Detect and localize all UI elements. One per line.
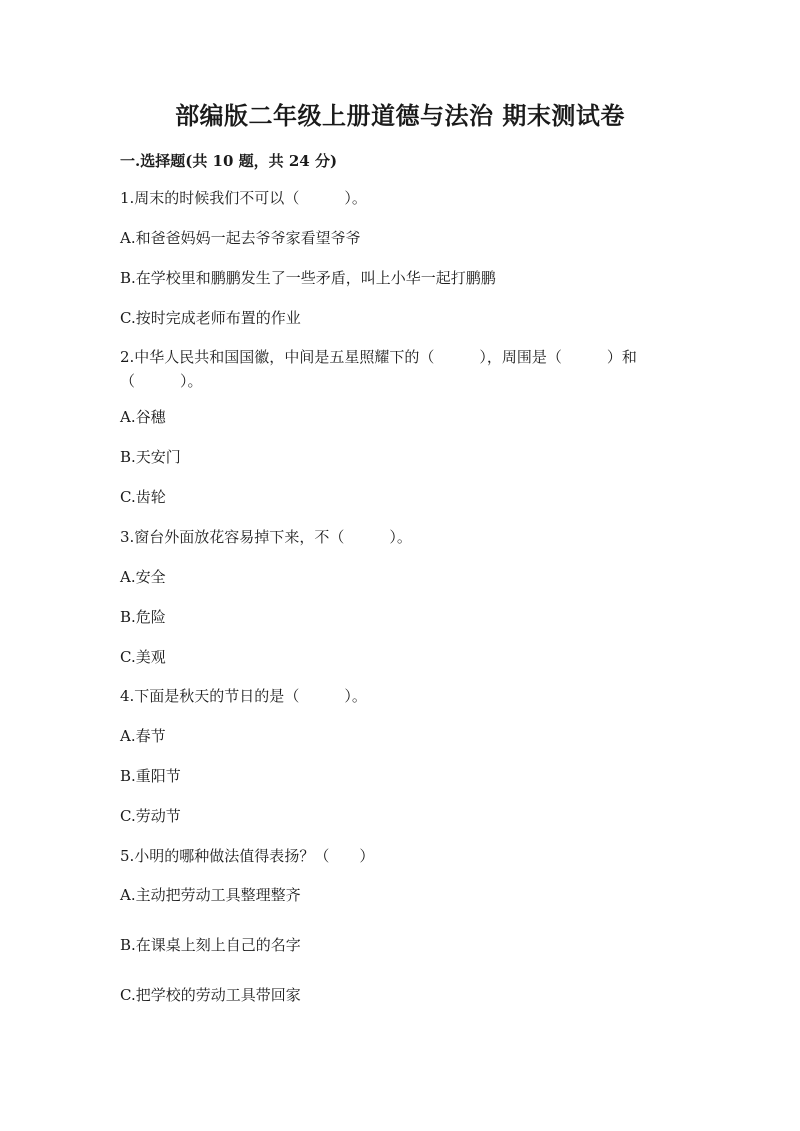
question-stem: 2.中华人民共和国国徽，中间是五星照耀下的（ ），周围是（ ）和（ ）。 xyxy=(120,348,637,390)
option-item: A.主动把劳动工具整理整齐 xyxy=(120,886,301,904)
option-item: B.危险 xyxy=(120,608,166,626)
question-stem: 3.窗台外面放花容易掉下来，不（ ）。 xyxy=(120,528,412,546)
question-stem: 1.周末的时候我们不可以（ ）。 xyxy=(120,189,367,207)
option-item: A.和爸爸妈妈一起去爷爷家看望爷爷 xyxy=(120,229,361,247)
option-item: A.安全 xyxy=(120,568,166,586)
option-item: C.劳动节 xyxy=(120,807,181,825)
question-stem: 5.小明的哪种做法值得表扬？（ ） xyxy=(120,847,375,865)
option-item: C.美观 xyxy=(120,648,166,666)
option-item: B.重阳节 xyxy=(120,767,181,785)
option-item: C.按时完成老师布置的作业 xyxy=(120,309,301,327)
option-item: A.谷穗 xyxy=(120,408,166,426)
option-item: B.天安门 xyxy=(120,448,181,466)
section-heading: 一.选择题(共 10 题，共 24 分) xyxy=(120,152,338,170)
option-item: B.在课桌上刻上自己的名字 xyxy=(120,936,301,954)
question-stem: 4.下面是秋天的节日的是（ ）。 xyxy=(120,687,367,705)
option-item: B.在学校里和鹏鹏发生了一些矛盾，叫上小华一起打鹏鹏 xyxy=(120,269,496,287)
option-item: C.把学校的劳动工具带回家 xyxy=(120,986,301,1004)
page-title: 部编版二年级上册道德与法治 期末测试卷 xyxy=(175,101,625,130)
option-item: A.春节 xyxy=(120,727,166,745)
option-item: C.齿轮 xyxy=(120,488,166,506)
